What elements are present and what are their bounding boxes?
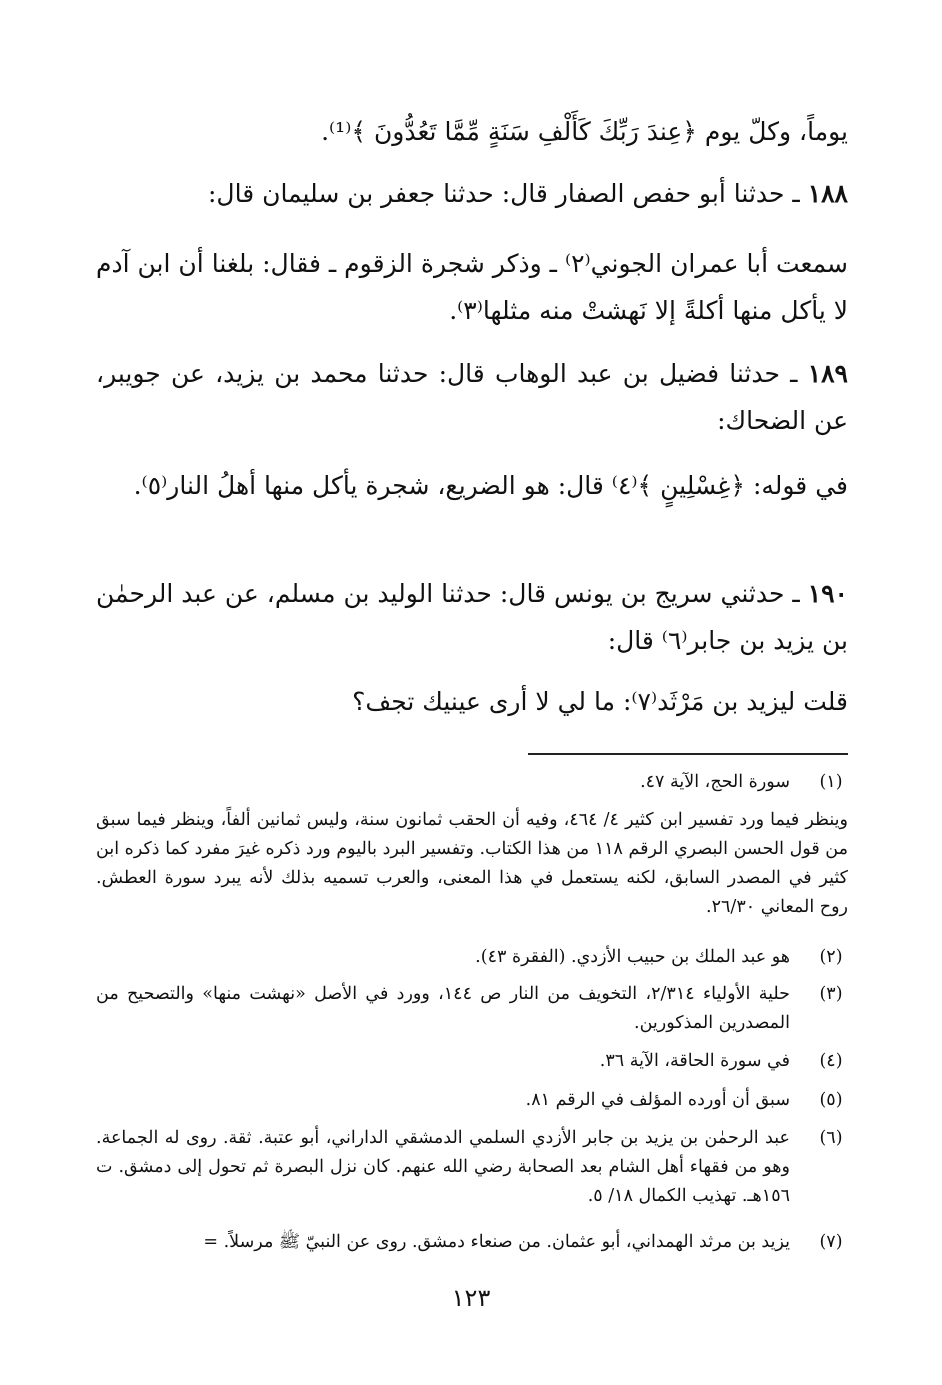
footnote-7 xyxy=(96,1228,848,1257)
hadith-190-text: قلت ليزيد بن مَرْثَد⁽٧⁾: ما لي لا أرى عينيك تجف؟ xyxy=(352,687,848,716)
footnote-1-continued xyxy=(96,806,848,922)
footnote-text: في سورة الحاقة، الآية ٣٦. xyxy=(599,1051,790,1071)
footnote-4 xyxy=(96,1047,848,1076)
footnote-number: (٢) xyxy=(819,947,843,967)
footnote-text: عبد الرحمٰن بن يزيد بن جابر الأزدي السلمي الدمشقي الداراني، أبو عتبة. ثقة. روى له الجماعة. وهو من فقهاء أهل الشام بعد الصحابة رضي الله عنهم. كان نزل البصرة ثم تحول إلى دمشق. ت ١٥٦هـ. تهذيب الكمال ١٨/ ٥. xyxy=(96,1128,790,1206)
footnote-separator xyxy=(528,753,848,755)
footnote-number: (٤) xyxy=(819,1051,843,1071)
footnote-number: (١) xyxy=(819,772,843,792)
footnote-text: سبق أن أورده المؤلف في الرقم ٨١. xyxy=(525,1090,790,1110)
footnote-text: وينظر فيما ورد تفسير ابن كثير ٤/ ٤٦٤، وفيه أن الحقب ثمانون سنة، وليس ثمانين ألفاً، وينظر فيما سبق من قول الحسن البصري الرقم ١١٨ من هذا الكتاب. وتفسير البرد باليوم ورد ذكره غيرَ مفرد كما ذكره ابن كثير في المصدر السابق، لكنه يستعمل في هذا المعنى، والعرب تسميه بذلك لأنه يبرد سورة العطش. روح المعاني ٢٦/٣٠. xyxy=(96,810,848,917)
footnote-5 xyxy=(96,1086,848,1115)
hadith-189 xyxy=(96,350,848,444)
continuation-line: يوماً، وكلّ يوم ﴿عِندَ رَبِّكَ كَأَلْفِ سَنَةٍ مِّمَّا تَعُدُّونَ ﴾⁽¹⁾. xyxy=(321,117,848,146)
hadith-number: ١٨٩ xyxy=(807,359,848,388)
hadith-number: ١٨٨ xyxy=(807,179,848,208)
footnote-text: حلية الأولياء ٢/٣١٤، التخويف من النار ص ١٤٤، وورد في الأصل «نهشت منها» والتصحيح من المصدرين المذكورين. xyxy=(96,984,790,1033)
hadith-188-text: سمعت أبا عمران الجوني⁽٢⁾ ـ وذكر شجرة الزقوم ـ فقال: بلغنا أن ابن آدم لا يأكل منها أكلةً إلا نَهشتْ منه مثلها⁽٣⁾. xyxy=(96,249,848,325)
page-number: ١٢٣ xyxy=(451,1284,491,1312)
hadith-189-text: في قوله: ﴿غِسْلِينٍ ﴾⁽٤⁾ قال: هو الضريع، شجرة يأكل منها أهلُ النار⁽٥⁾. xyxy=(133,471,848,500)
hadith-188 xyxy=(96,170,848,217)
isnad-text: ـ حدثنا فضيل بن عبد الوهاب قال: حدثنا محمد بن يزيد، عن جويبر، عن الضحاك: xyxy=(96,359,848,435)
hadith-number: ١٩٠ xyxy=(807,579,848,608)
footnote-3 xyxy=(96,980,848,1038)
isnad-text: ـ حدثنا أبو حفص الصفار قال: حدثنا جعفر بن سليمان قال: xyxy=(207,179,808,208)
isnad-text: ـ حدثني سريج بن يونس قال: حدثنا الوليد بن مسلم، عن عبد الرحمٰن بن يزيد بن جابر⁽٦⁾ قال: xyxy=(96,579,848,655)
footnote-number: (٧) xyxy=(819,1232,843,1252)
hadith-189-isnad xyxy=(96,350,848,444)
footnote-6 xyxy=(96,1124,848,1211)
hadith-188-isnad xyxy=(96,170,848,217)
footnote-text: يزيد بن مرثد الهمداني، أبو عثمان. من صنعاء دمشق. روى عن النبيّ ﷺ مرسلاً. = xyxy=(203,1232,790,1252)
footnote-number: (٣) xyxy=(819,984,843,1004)
footnote-1 xyxy=(96,768,848,797)
hadith-190-isnad xyxy=(96,570,848,664)
footnote-text: سورة الحج، الآية ٤٧. xyxy=(640,772,790,792)
hadith-190 xyxy=(96,570,848,664)
footnote-text: هو عبد الملك بن حبيب الأزدي. (الفقرة ٤٣). xyxy=(475,947,790,967)
footnote-number: (٥) xyxy=(819,1090,843,1110)
footnote-number: (٦) xyxy=(819,1128,843,1148)
footnote-2 xyxy=(96,943,848,972)
